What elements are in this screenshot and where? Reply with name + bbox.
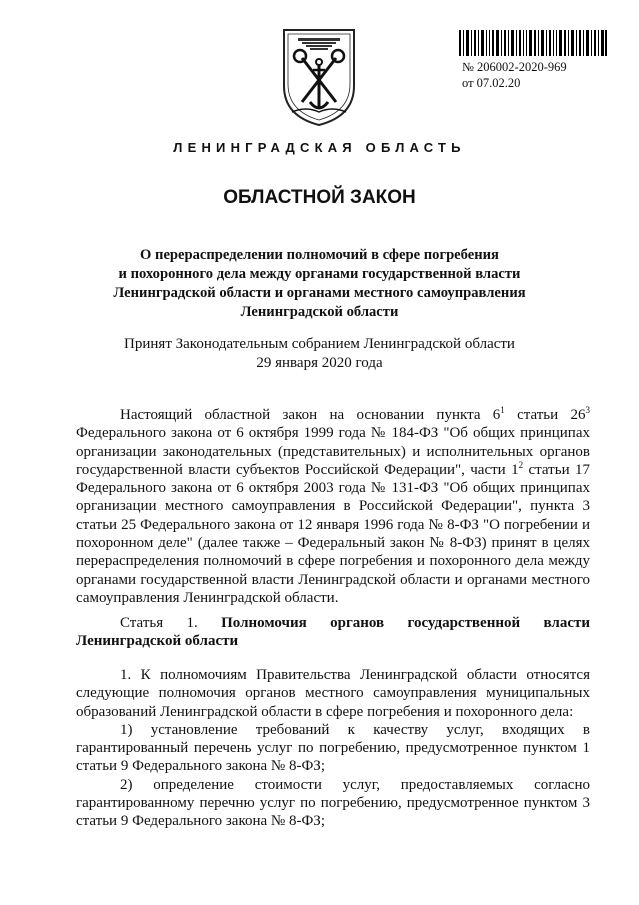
title-line: и похоронного дела между органами государственной власти <box>118 266 521 282</box>
registration-date: от 07.02.20 <box>462 76 521 90</box>
article-title: Полномочия органов государственной власти Ленинградской области <box>76 615 590 650</box>
registration-number: № 206002-2020-969 <box>462 60 567 74</box>
clause-1-1: 1) установление требований к качеству услуг, входящих в гарантированный перечень услуг по погребению, предусмотренное пунктом 1 статьи 9 Федерального закона № 8-ФЗ; <box>76 721 590 775</box>
law-title <box>60 246 579 322</box>
article-label: Статья 1. <box>120 615 198 631</box>
clause-1: 1. К полномочиям Правительства Ленинградской области относятся следующие полномочия органов местного самоуправления муниципальных образований Ленинградской области в сфере погребения и похоронного дела: <box>76 667 590 720</box>
adoption-date: 29 января 2020 года <box>256 355 383 371</box>
article-1-heading <box>76 614 590 651</box>
document-type: ОБЛАСТНОЙ ЗАКОН <box>223 187 416 208</box>
preamble-paragraph: Настоящий областной закон на основании пункта $6^1$ статьи $26^3$ Федерального закона от 6 октября 1999 года № 184-ФЗ "Об общих принципах организации законодательных (представительных) и исполнительных органов государственной власти субъектов Российской Федерации", части $1^2$ статьи 17 Федерального закона от 6 октября 2003 года № 131-ФЗ "Об общих принципах организации местного самоуправления в Российской Федерации", пункта 3 статьи 25 Федерального закона от 12 января 1996 года № 8-ФЗ "О погребении и похоронном деле" (далее также – Федеральный закон № 8-ФЗ) принят в целях перераспределения полномочий в сфере погребения и похоронного дела между органами государственной власти Ленинградской области и органами местного самоуправления Ленинградской области. <box>76 405 590 606</box>
title-line: Ленинградской области и органами местного самоуправления <box>113 285 526 301</box>
article-1-clauses <box>76 666 590 831</box>
adoption-line: Принят Законодательным собранием Ленинградской области <box>124 336 515 352</box>
adoption-note <box>60 335 579 373</box>
preamble <box>76 406 590 607</box>
barcode <box>459 30 607 56</box>
clause-1-2: 2) определение стоимости услуг, предоставляемых согласно гарантированному перечню услуг по погребению, предусмотренное пунктом 3 статьи 9 Федерального закона № 8-ФЗ; <box>76 776 590 830</box>
registration-block <box>462 59 567 91</box>
title-line: О перераспределении полномочий в сфере погребения <box>140 247 499 263</box>
region-name: ЛЕНИНГРАДСКАЯ ОБЛАСТЬ <box>173 140 466 155</box>
title-line: Ленинградской области <box>240 304 399 320</box>
coat-of-arms-icon <box>280 24 358 128</box>
